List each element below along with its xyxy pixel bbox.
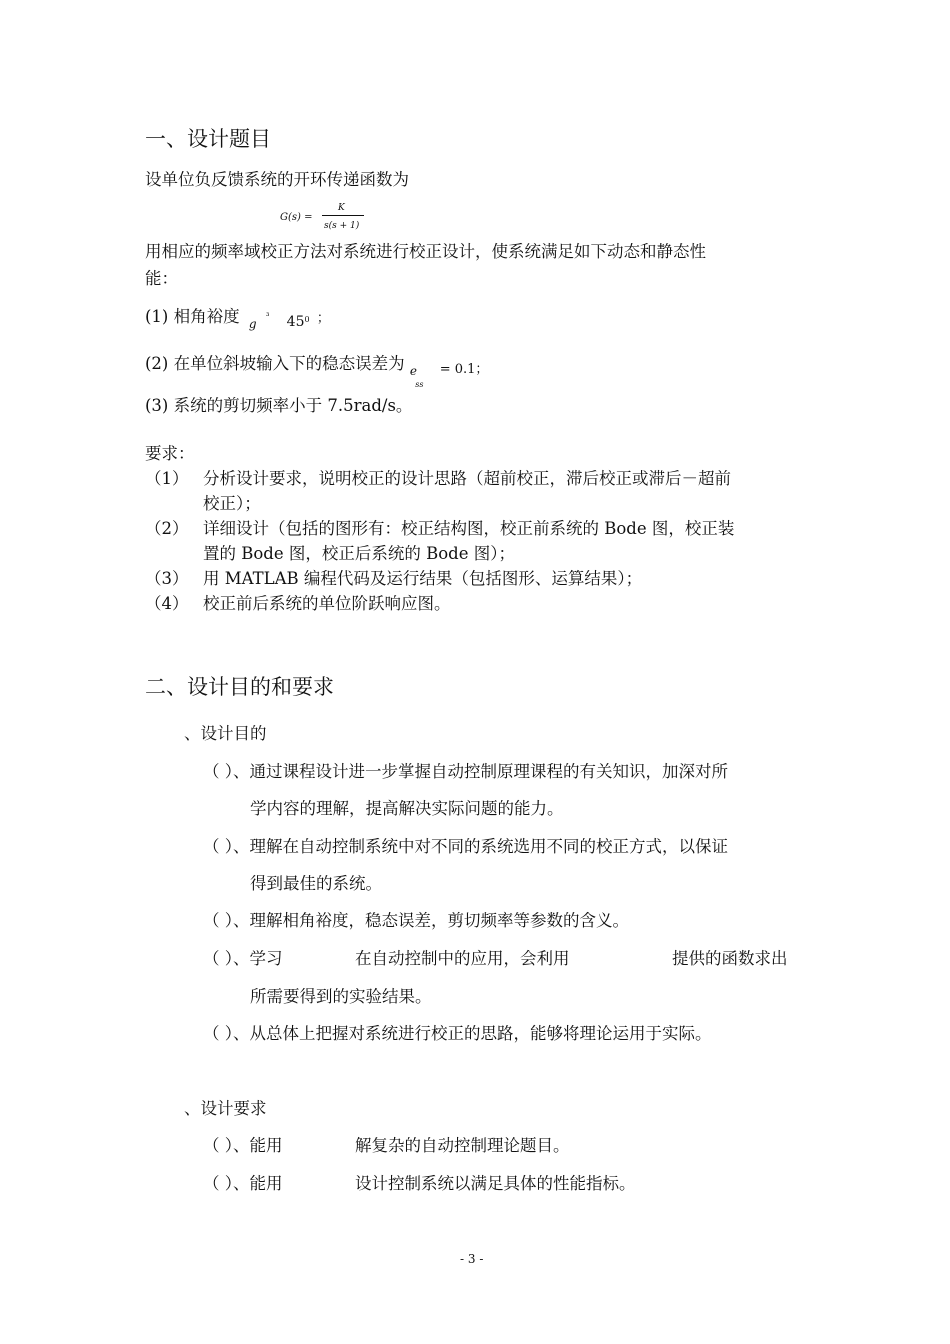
req-3-num: （3） bbox=[145, 569, 189, 588]
req-4-num: （4） bbox=[145, 594, 189, 613]
formula-numerator: K bbox=[338, 203, 345, 213]
task-line1: 用相应的频率域校正方法对系统进行校正设计，使系统满足如下动态和静态性 bbox=[145, 242, 706, 261]
cond2-end: ； bbox=[475, 362, 489, 377]
req-2-line2: 置的 Bode 图，校正后系统的 Bode 图）； bbox=[203, 544, 516, 563]
cond1-degree: 0 bbox=[304, 315, 310, 324]
cond2-label: (2) 在单位斜坡输入下的稳态误差为 bbox=[145, 354, 405, 373]
purpose-3-line1: （ ）、理解相角裕度，稳态误差，剪切频率等参数的含义。 bbox=[203, 911, 629, 930]
req-1-line1: 分析设计要求，说明校正的设计思路（超前校正，滞后校正或滞后－超前 bbox=[203, 469, 731, 488]
purpose-4-part2: 在自动控制中的应用，会利用 bbox=[355, 949, 570, 968]
req-2-line1: 详细设计（包括的图形有：校正结构图，校正前系统的 Bode 图，校正装 bbox=[203, 519, 735, 538]
purpose-4-part3: 提供的函数求出 bbox=[672, 949, 788, 968]
intro-text: 设单位负反馈系统的开环传递函数为 bbox=[145, 170, 409, 189]
purpose-1-line2: 学内容的理解，提高解决实际问题的能力。 bbox=[250, 799, 564, 818]
design-req-1-b: 解复杂的自动控制理论题目。 bbox=[355, 1136, 570, 1155]
design-req-title: 、设计要求 bbox=[184, 1099, 267, 1118]
purpose-2-line2: 得到最佳的系统。 bbox=[250, 874, 382, 893]
condition-3: (3) 系统的剪切频率小于 7.5rad/s。 bbox=[145, 396, 413, 415]
condition-2 bbox=[145, 350, 489, 389]
design-req-2-b: 设计控制系统以满足具体的性能指标。 bbox=[355, 1174, 636, 1193]
requirements-title: 要求： bbox=[145, 444, 195, 463]
req-4-line1: 校正前后系统的单位阶跃响应图。 bbox=[203, 594, 451, 613]
task-line2: 能： bbox=[145, 269, 178, 288]
cond1-symbol: g bbox=[248, 317, 257, 331]
section1-heading: 一、设计题目 bbox=[145, 127, 271, 151]
purpose-4-part1: （ ）、学习 bbox=[203, 949, 283, 968]
cond2-equation: = 0.1 bbox=[439, 362, 476, 377]
design-req-2-a: （ ）、能用 bbox=[203, 1174, 283, 1193]
page-number: - 3 - bbox=[460, 1252, 484, 1266]
condition-1 bbox=[145, 303, 330, 331]
req-2-num: （2） bbox=[145, 519, 189, 538]
section2-heading: 二、设计目的和要求 bbox=[145, 675, 334, 699]
cond1-value: 45 bbox=[286, 314, 305, 330]
cond1-geq: ³ bbox=[265, 312, 270, 322]
purpose-2-line1: （ ）、理解在自动控制系统中对不同的系统选用不同的校正方式，以保证 bbox=[203, 837, 728, 856]
purpose-4-line2: 所需要得到的实验结果。 bbox=[250, 987, 432, 1006]
cond1-label: (1) 相角裕度 bbox=[145, 307, 240, 326]
fraction-bar bbox=[322, 215, 364, 216]
formula-lhs: G(s) = bbox=[280, 212, 313, 223]
cond2-subscript: ss bbox=[415, 380, 424, 389]
req-3-line1: 用 MATLAB 编程代码及运行结果（包括图形、运算结果）； bbox=[203, 569, 643, 588]
cond2-symbol: e bbox=[409, 364, 417, 378]
formula-denominator: s(s + 1) bbox=[324, 221, 360, 231]
purpose-title: 、设计目的 bbox=[184, 724, 267, 743]
req-1-line2: 校正）； bbox=[203, 494, 261, 513]
design-req-1-a: （ ）、能用 bbox=[203, 1136, 283, 1155]
cond1-end: ； bbox=[316, 311, 330, 326]
purpose-5-line1: （ ）、从总体上把握对系统进行校正的思路，能够将理论运用于实际。 bbox=[203, 1024, 712, 1043]
req-1-num: （1） bbox=[145, 469, 189, 488]
purpose-1-line1: （ ）、通过课程设计进一步掌握自动控制原理课程的有关知识，加深对所 bbox=[203, 762, 728, 781]
